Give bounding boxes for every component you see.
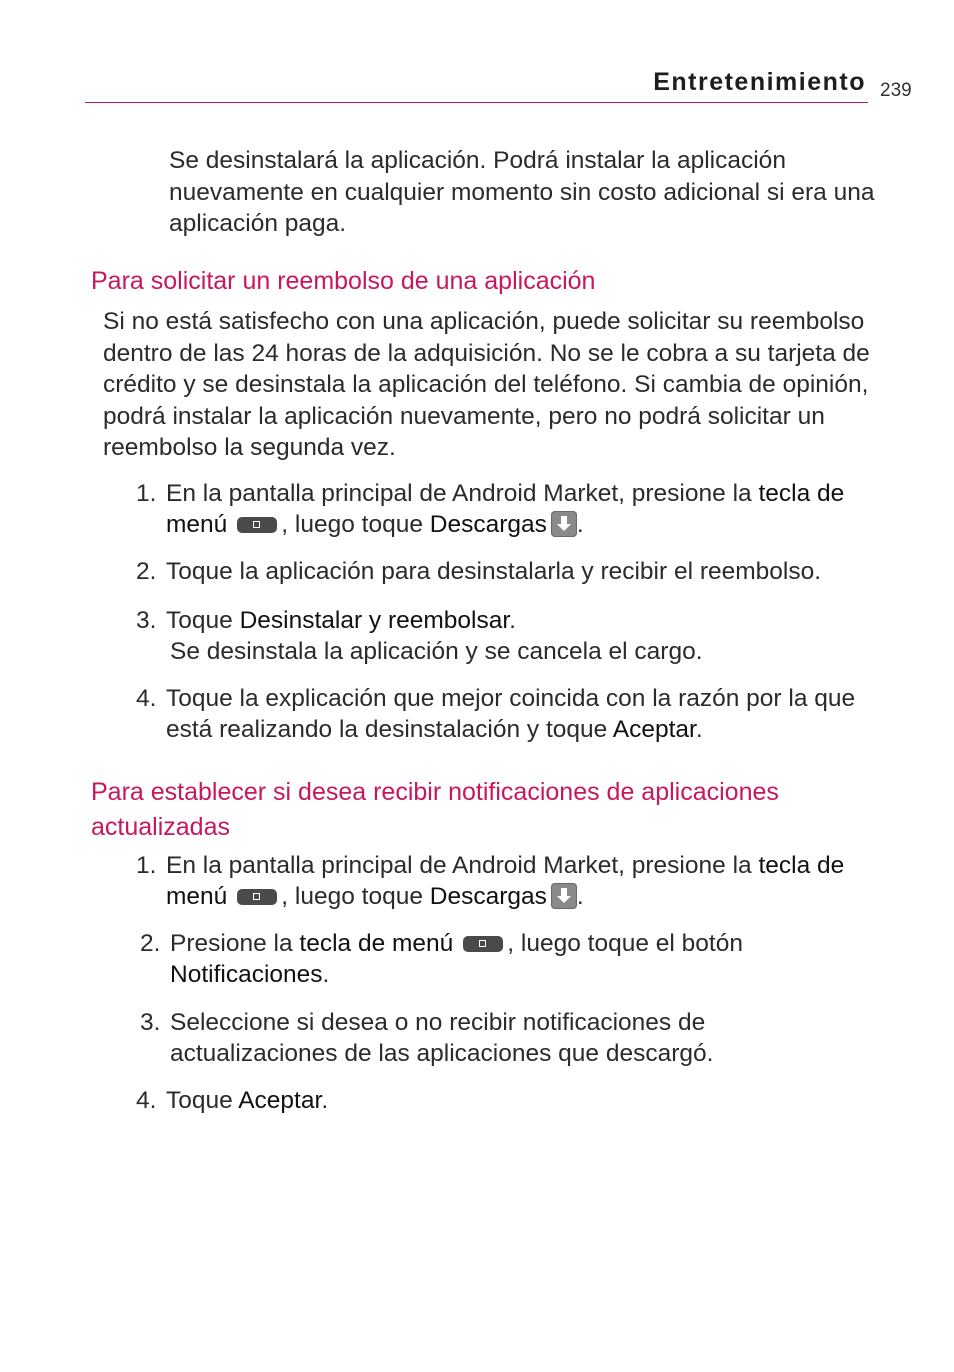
refund-step-2 — [136, 557, 886, 588]
refund-paragraph: Si no está satisfecho con una aplicación, puede solicitar su reembolso dentro de las 24 horas de la adquisición. No se le cobra a su tarjeta de crédito y se desinstala la aplicación del teléfono. Si cambia de opinión, podrá instalar la aplicación nuevamente, pero no podrá solicitar un reembolso la segunda vez. — [103, 308, 870, 461]
step-text: . — [509, 607, 516, 634]
menu-key-term: tecla de menú — [166, 480, 845, 538]
step-text: Toque la aplicación para desinstalarla y recibir el reembolso. — [166, 558, 822, 585]
notify-heading: Para establecer si desea recibir notificaciones de aplicaciones actualizadas — [91, 778, 779, 841]
step-text: , luego toque — [281, 510, 430, 538]
step-number: 4. — [136, 1087, 157, 1114]
section-title: Entretenimiento — [653, 68, 866, 96]
step-text: . — [321, 1087, 329, 1114]
menu-key-icon — [463, 936, 503, 952]
accept-term: Aceptar — [612, 715, 696, 743]
step-number: 2. — [136, 558, 157, 585]
menu-key-term: tecla de menú — [166, 852, 845, 910]
accept-term: Aceptar — [238, 1087, 322, 1114]
header-rule — [85, 102, 868, 103]
page-number: 239 — [880, 80, 912, 101]
step-number: 3. — [140, 1009, 161, 1036]
intro-paragraph: Se desinstalará la aplicación. Podrá instalar la aplicación nuevamente en cualquier momento sin costo adicional si era una aplicación paga. — [169, 147, 875, 237]
refund-step-3 — [136, 606, 866, 667]
step-text: Presione la — [170, 930, 300, 957]
step-text: . — [322, 960, 330, 988]
menu-key-icon — [237, 889, 277, 905]
step-text: . — [576, 882, 584, 910]
notify-step-3 — [140, 1008, 860, 1069]
refund-step-1 — [136, 479, 866, 540]
refund-step-4 — [136, 684, 856, 745]
notifications-term: Notificaciones — [170, 960, 323, 988]
step-number: 4. — [136, 685, 157, 712]
step-text: , luego toque — [281, 882, 430, 910]
step-number: 2. — [140, 930, 161, 957]
uninstall-refund-term: Desinstalar y reembolsar — [239, 607, 510, 634]
step-text: Toque — [166, 607, 240, 634]
step-text: , luego toque el botón — [507, 930, 743, 957]
notify-step-1 — [136, 851, 866, 912]
step-result-text: Se desinstala la aplicación y se cancela el cargo. — [170, 637, 703, 665]
step-text: En la pantalla principal de Android Market, presione la — [166, 480, 759, 507]
step-text: Toque — [166, 1087, 239, 1114]
step-number: 1. — [136, 480, 157, 507]
step-text: Seleccione si desea o no recibir notificaciones de actualizaciones de las aplicaciones que descargó. — [170, 1009, 714, 1067]
step-number: 3. — [136, 607, 157, 634]
download-icon — [551, 511, 577, 537]
download-icon — [551, 883, 577, 909]
menu-key-term: tecla de menú — [299, 930, 454, 957]
menu-key-icon — [237, 517, 277, 533]
step-text: Toque la explicación que mejor coincida con la razón por la que está realizando la desinstalación y toque — [166, 685, 856, 743]
step-text: En la pantalla principal de Android Market, presione la — [166, 852, 759, 879]
step-text: . — [695, 715, 703, 743]
refund-heading: Para solicitar un reembolso de una aplicación — [91, 267, 596, 295]
notify-step-2 — [140, 929, 860, 990]
step-text: . — [576, 510, 584, 538]
downloads-term: Descargas — [429, 510, 547, 538]
step-number: 1. — [136, 852, 157, 879]
downloads-term: Descargas — [429, 882, 547, 910]
notify-step-4 — [136, 1086, 856, 1117]
